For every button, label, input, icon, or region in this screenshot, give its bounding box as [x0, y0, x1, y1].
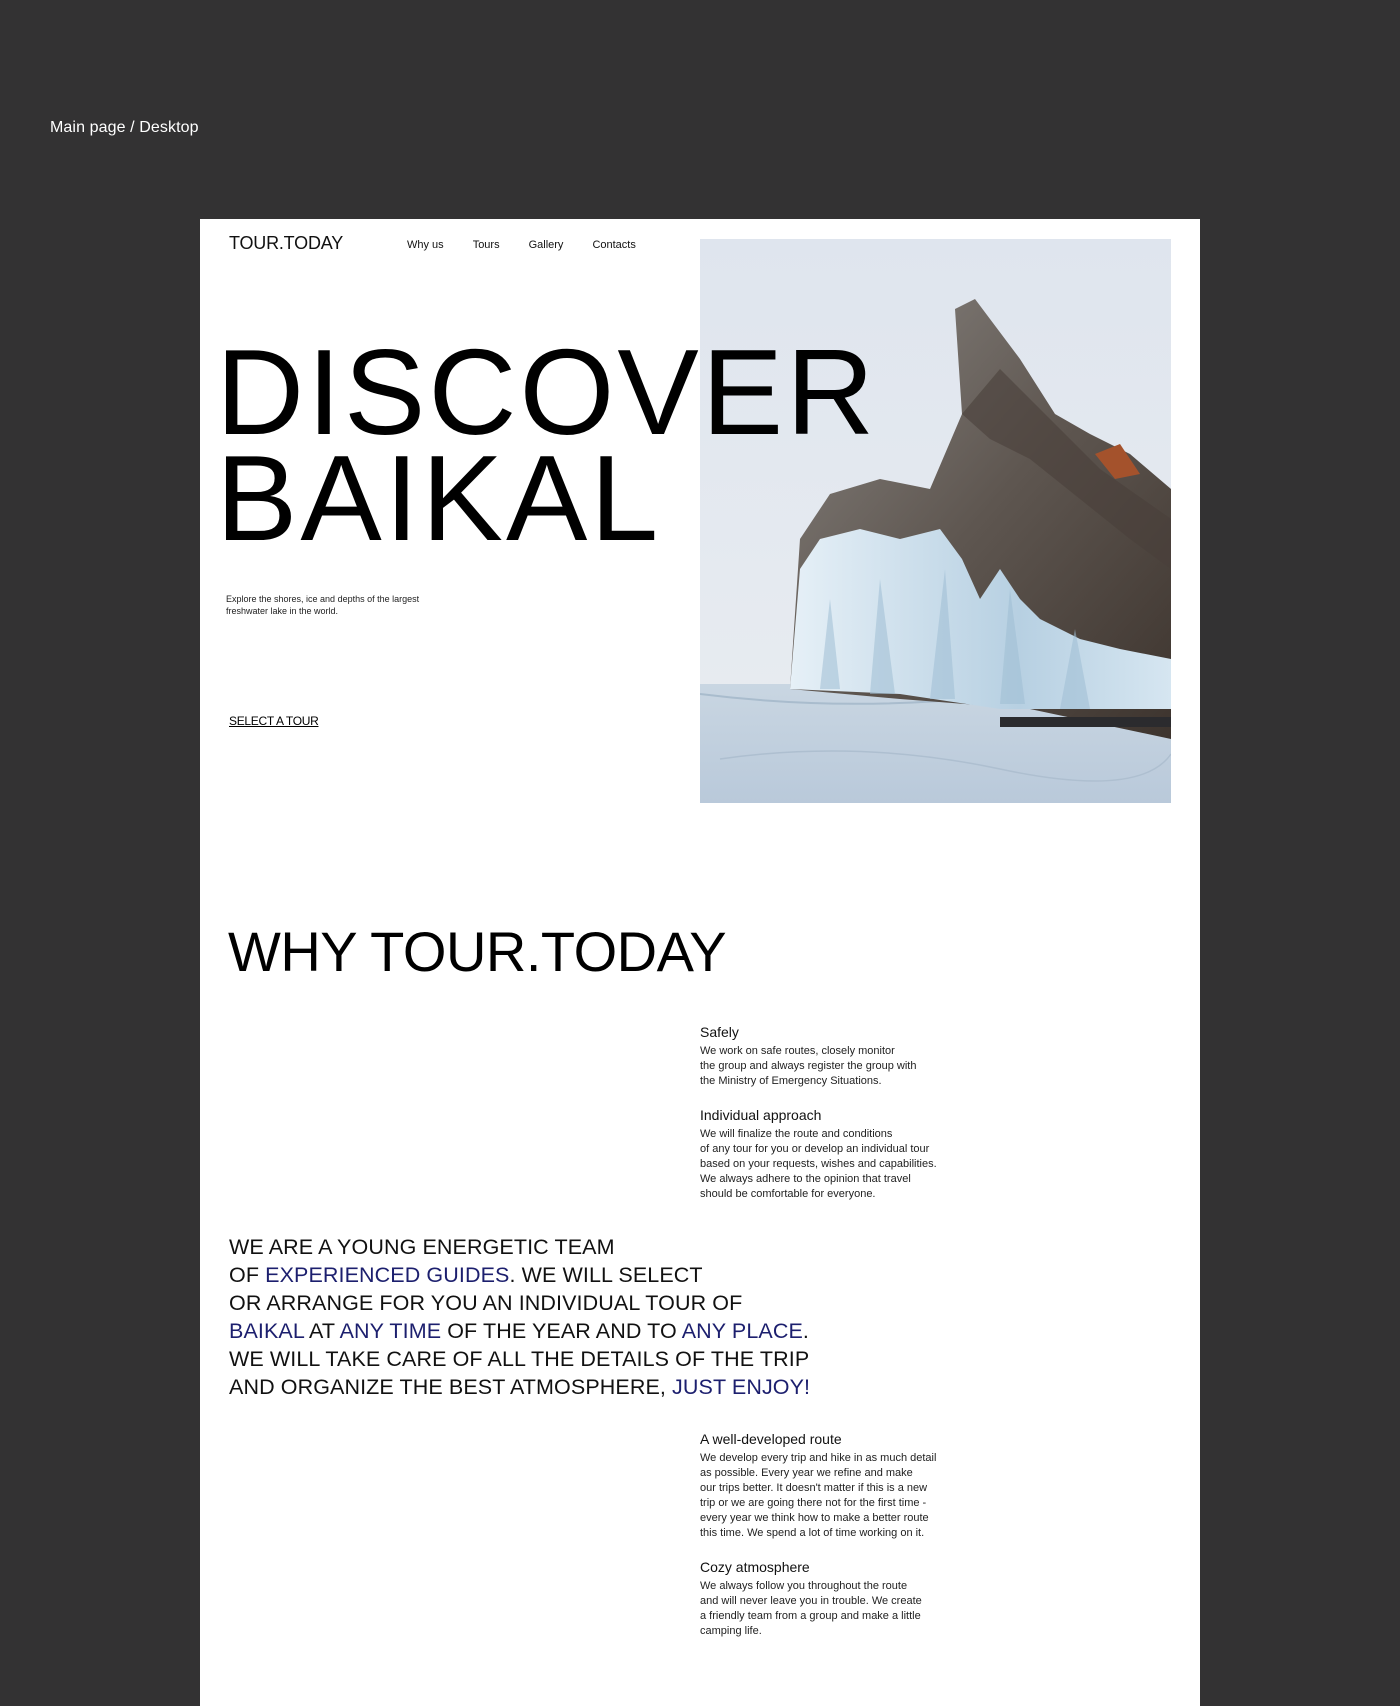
feature-title: Safely [700, 1024, 739, 1040]
feature-cozy-atmosphere [700, 1559, 970, 1639]
feature-well-developed-route [700, 1431, 970, 1541]
highlight-just-enjoy: JUST ENJOY! [672, 1375, 811, 1399]
select-tour-link[interactable]: SELECT A TOUR [229, 714, 319, 728]
nav-item-why-us[interactable]: Why us [407, 239, 444, 251]
feature-title: A well-developed route [700, 1431, 842, 1447]
feature-title: Individual approach [700, 1107, 822, 1123]
highlight-experienced-guides: EXPERIENCED GUIDES [265, 1263, 510, 1287]
highlight-baikal: BAIKAL [229, 1319, 305, 1343]
feature-safely [700, 1024, 970, 1089]
site-logo[interactable]: TOUR.TODAY [229, 233, 344, 253]
nav-item-gallery[interactable]: Gallery [528, 239, 564, 251]
desktop-page [200, 219, 1200, 1706]
hero-subtitle-line-1: Explore the shores, ice and depths of the largest [226, 594, 420, 604]
hero-title [216, 324, 878, 566]
nav-item-tours[interactable]: Tours [472, 239, 500, 251]
why-section-title: WHY TOUR.TODAY [228, 920, 727, 983]
hero-title-line-2: BAIKAL [216, 430, 662, 566]
team-statement: WE ARE A YOUNG ENERGETIC TEAM OF EXPERIENCED GUIDES. WE WILL SELECT OR ARRANGE FOR YOU AN INDIVIDUAL TOUR OF BAIKAL AT ANY TIME OF THE YEAR AND TO ANY PLACE. WE WILL TAKE CARE OF ALL THE DETAILS OF THE TRIP AND ORGANIZE THE BEST ATMOSPHERE, JUST ENJOY! [229, 1235, 811, 1399]
main-nav [407, 239, 665, 251]
hero-title-line-1: DISCOVER [216, 324, 878, 460]
feature-text: We develop every trip and hike in as much detail as possible. Every year we refine and make our trips better. It doesn't matter if this is a new trip or we are going there not for the first time - every year we think how to make a better route this time. We spend a lot of time working on it. [700, 1452, 937, 1539]
frame-label: Main page / Desktop [50, 119, 199, 136]
nav-item-contacts[interactable]: Contacts [592, 239, 636, 251]
highlight-any-place: ANY PLACE [681, 1319, 803, 1343]
feature-individual-approach [700, 1107, 970, 1202]
hero-subtitle-line-2: freshwater lake in the world. [226, 606, 339, 616]
highlight-any-time: ANY TIME [339, 1319, 442, 1343]
feature-title: Cozy atmosphere [700, 1559, 810, 1575]
feature-text: We always follow you throughout the route and will never leave you in trouble. We create a friendly team from a group and make a little camping life. [700, 1580, 922, 1637]
feature-text: We work on safe routes, closely monitor the group and always register the group with the Ministry of Emergency Situations. [700, 1045, 917, 1087]
feature-text: We will finalize the route and conditions of any tour for you or develop an individual tour based on your requests, wishes and capabilities. We always adhere to the opinion that travel should be comfortable for everyone. [700, 1128, 937, 1200]
hero-subtitle [226, 593, 446, 617]
